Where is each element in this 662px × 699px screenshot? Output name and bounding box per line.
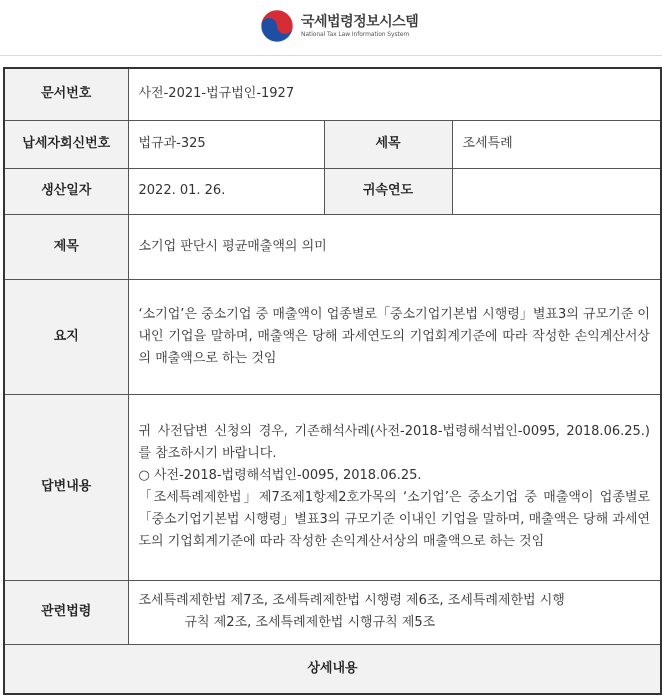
answer-value <box>128 394 661 580</box>
row-answer <box>4 394 661 580</box>
title-label: 제목 <box>4 214 128 279</box>
related-law-label: 관련법령 <box>4 580 128 644</box>
row-summary <box>4 279 661 394</box>
answer-paragraph: 귀 사전답변 신청의 경우, 기존해석사례(사전-2018-법령해석법인-0095, 2018.06.25.)를 참조하시기 바랍니다. <box>138 424 650 461</box>
row-title <box>4 214 661 279</box>
row-taxpayer-no <box>4 120 661 168</box>
answer-quote: 「조세특례제한법」제7조제1항제2호가목의 ‘소기업’은 중소기업 중 매출액이 업종별로「중소기업기본법 시행령」별표3의 규모기준 이내인 기업을 말하며, 매출액은 당해 과세연도의 기업회계기준에 따라 작성한 손익계산서상의 매출액으로 하는 것임 <box>138 490 650 549</box>
doc-no-value: 사전-2021-법규법인-1927 <box>128 68 661 120</box>
row-related-law <box>4 580 661 644</box>
ruling-document-table <box>3 67 662 695</box>
tax-item-label: 세목 <box>324 120 452 168</box>
related-law-line-1: 조세특례제한법 제7조, 조세특례제한법 시행령 제6조, 조세특례제한법 시행 <box>138 593 565 608</box>
row-doc-no <box>4 68 661 120</box>
site-header <box>0 0 662 56</box>
related-law-line-2: 규칙 제2조, 조세특례제한법 시행규칙 제5조 <box>184 615 436 630</box>
logo-english-text: National Tax Law Information System <box>301 30 410 38</box>
taxpayer-no-label: 납세자회신번호 <box>4 120 128 168</box>
taxpayer-no-value: 법규과-325 <box>128 120 324 168</box>
produced-date-value: 2022. 01. 26. <box>128 168 324 214</box>
summary-value: ‘소기업’은 중소기업 중 매출액이 업종별로「중소기업기본법 시행령」별표3의 규모기준 이내인 기업을 말하며, 매출액은 당해 과세연도의 기업회계기준에 따라 작성한 손익계산서상의 매출액으로 하는 것임 <box>128 279 661 394</box>
logo-korean-text: 국세법령정보시스템 <box>301 13 419 30</box>
answer-reference: ○ 사전-2018-법령해석법인-0095, 2018.06.25. <box>138 468 422 483</box>
taegeuk-logo-icon <box>260 9 294 43</box>
year-label: 귀속연도 <box>324 168 452 214</box>
tax-item-value: 조세특례 <box>452 120 661 168</box>
title-value: 소기업 판단시 평균매출액의 의미 <box>128 214 661 279</box>
summary-label: 요지 <box>4 279 128 394</box>
produced-date-label: 생산일자 <box>4 168 128 214</box>
year-value <box>452 168 661 214</box>
related-law-value <box>128 580 661 644</box>
row-details <box>4 644 661 694</box>
answer-label: 답변내용 <box>4 394 128 580</box>
row-produced-date <box>4 168 661 214</box>
site-logo[interactable] <box>260 9 418 43</box>
doc-no-label: 문서번호 <box>4 68 128 120</box>
details-header: 상세내용 <box>4 644 661 694</box>
